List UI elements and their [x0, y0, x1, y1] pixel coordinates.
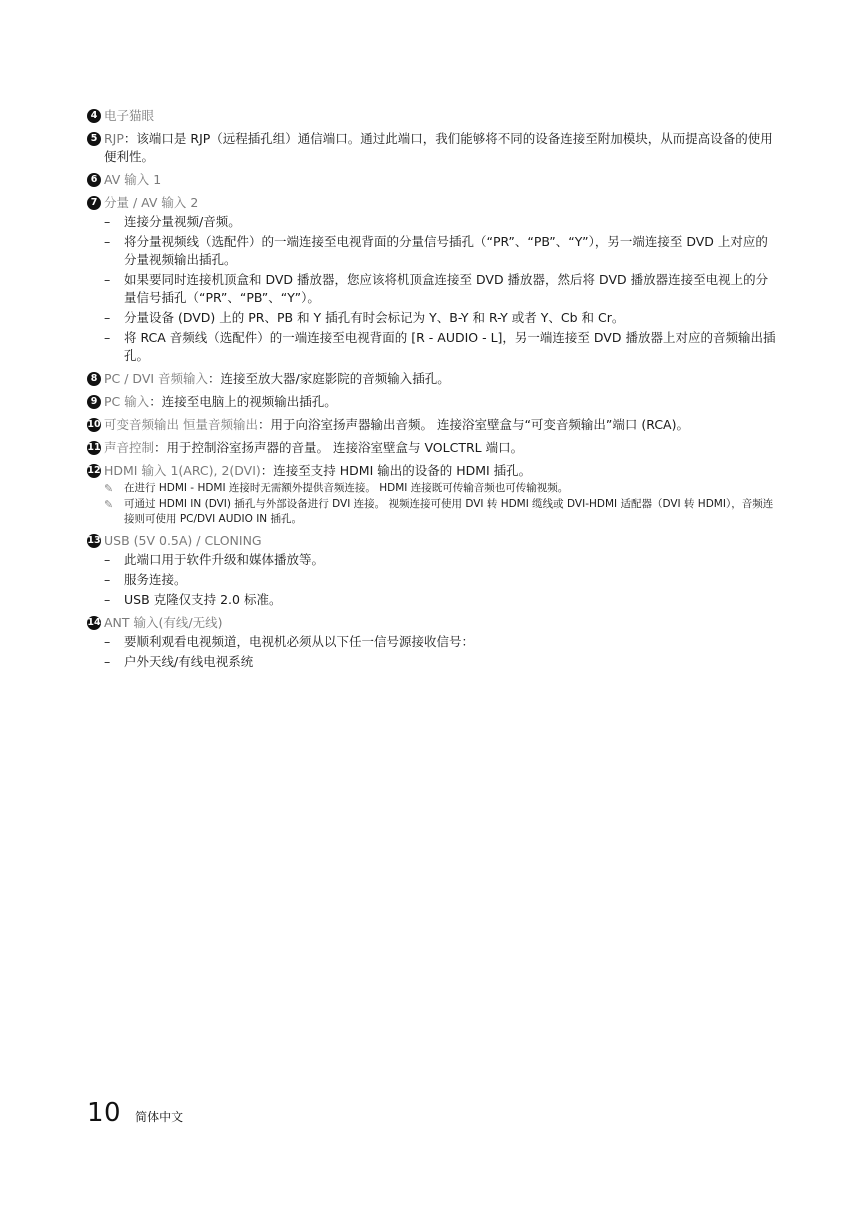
item-label: HDMI 输入 1(ARC), 2(DVI) — [104, 463, 261, 478]
item-5 — [87, 130, 777, 166]
item-11 — [87, 439, 777, 457]
number-badge: 10 — [87, 419, 101, 430]
number-badge: 12 — [87, 465, 101, 476]
item-label: ANT 输入(有线/无线) — [104, 615, 223, 630]
item-label: USB (5V 0.5A) / CLONING — [104, 533, 262, 548]
sub-list — [104, 551, 777, 609]
item-desc: ：连接至支持 HDMI 输出的设备的 HDMI 插孔。 — [260, 463, 532, 478]
sub-item: – 连接分量视频/音频。 — [104, 213, 777, 231]
item-label: AV 输入 1 — [104, 172, 162, 187]
content — [87, 107, 777, 676]
sub-item: – USB 克隆仅支持 2.0 标准。 — [104, 591, 777, 609]
note-text: 在进行 HDMI - HDMI 连接时无需额外提供音频连接。 HDMI 连接既可传输音频也可传输视频。 — [124, 482, 569, 494]
item-14 — [87, 614, 777, 671]
number-badge: 7 — [87, 196, 101, 210]
note-text: 可通过 HDMI IN (DVI) 插孔与外部设备进行 DVI 连接。 视频连接可使用 DVI 转 HDMI 缆线或 DVI-HDMI 适配器（DVI 转 HDMI），音频连接则可使用 PC/DVI AUDIO IN 插孔。 — [124, 498, 774, 525]
number-badge: 9 — [87, 395, 101, 409]
sub-item: – 要顺利观看电视频道，电视机必须从以下任一信号源接收信号： — [104, 633, 777, 651]
item-label: PC / DVI 音频输入 — [104, 371, 209, 386]
number-badge: 6 — [87, 173, 101, 187]
item-desc: ：连接至电脑上的视频输出插孔。 — [149, 394, 337, 409]
item-label: 电子猫眼 — [104, 108, 155, 123]
note-item — [104, 481, 777, 496]
number-badge: 5 — [87, 132, 101, 146]
number-badge: 4 — [87, 109, 101, 123]
page-footer — [87, 1098, 183, 1128]
item-9 — [87, 393, 777, 411]
item-12 — [87, 462, 777, 527]
item-4 — [87, 107, 777, 125]
item-7 — [87, 194, 777, 365]
sub-item: – 如果要同时连接机顶盒和 DVD 播放器，您应该将机顶盒连接至 DVD 播放器，然后将 DVD 播放器连接至电视上的分量信号插孔（“PR”、“PB”、“Y”）。 — [104, 271, 777, 307]
number-badge: 14 — [87, 617, 101, 628]
pencil-icon: ✎ — [104, 498, 114, 511]
sub-list — [104, 633, 777, 671]
sub-item: – 户外天线/有线电视系统 — [104, 653, 777, 671]
sub-item: – 分量设备 (DVD) 上的 PR、PB 和 Y 插孔有时会标记为 Y、B-Y 和 R-Y 或者 Y、Cb 和 Cr。 — [104, 309, 777, 327]
item-8 — [87, 370, 777, 388]
pencil-icon: ✎ — [104, 482, 114, 495]
item-10 — [87, 416, 777, 434]
item-desc: ：连接至放大器/家庭影院的音频输入插孔。 — [208, 371, 450, 386]
language-label: 简体中文 — [135, 1110, 184, 1124]
note-list — [104, 481, 777, 527]
item-label: PC 输入 — [104, 394, 150, 409]
item-desc: ：用于向浴室扬声器输出音频。 连接浴室壁盒与“可变音频输出”端口 (RCA)。 — [257, 417, 689, 432]
number-badge: 13 — [87, 535, 101, 546]
item-label: 可变音频输出 恒量音频输出 — [104, 417, 258, 432]
sub-item: – 将 RCA 音频线（选配件）的一端连接至电视背面的 [R - AUDIO - L]，另一端连接至 DVD 播放器上对应的音频输出插孔。 — [104, 329, 777, 365]
sub-item: – 服务连接。 — [104, 571, 777, 589]
note-item — [104, 497, 777, 527]
sub-item: – 此端口用于软件升级和媒体播放等。 — [104, 551, 777, 569]
item-label: 分量 / AV 输入 2 — [104, 195, 199, 210]
item-desc: ：用于控制浴室扬声器的音量。 连接浴室壁盒与 VOLCTRL 端口。 — [154, 440, 524, 455]
page-number: 10 — [87, 1098, 122, 1128]
item-13 — [87, 532, 777, 609]
number-badge: 11 — [87, 442, 101, 453]
sub-list — [104, 213, 777, 365]
item-6 — [87, 171, 777, 189]
number-badge: 8 — [87, 372, 101, 386]
item-label: RJP — [104, 131, 124, 146]
item-desc: ：该端口是 RJP（远程插孔组）通信端口。通过此端口，我们能够将不同的设备连接至附加模块，从而提高设备的使用便利性。 — [104, 131, 773, 164]
item-label: 声音控制 — [104, 440, 155, 455]
sub-item: – 将分量视频线（选配件）的一端连接至电视背面的分量信号插孔（“PR”、“PB”、“Y”），另一端连接至 DVD 上对应的分量视频输出插孔。 — [104, 233, 777, 269]
